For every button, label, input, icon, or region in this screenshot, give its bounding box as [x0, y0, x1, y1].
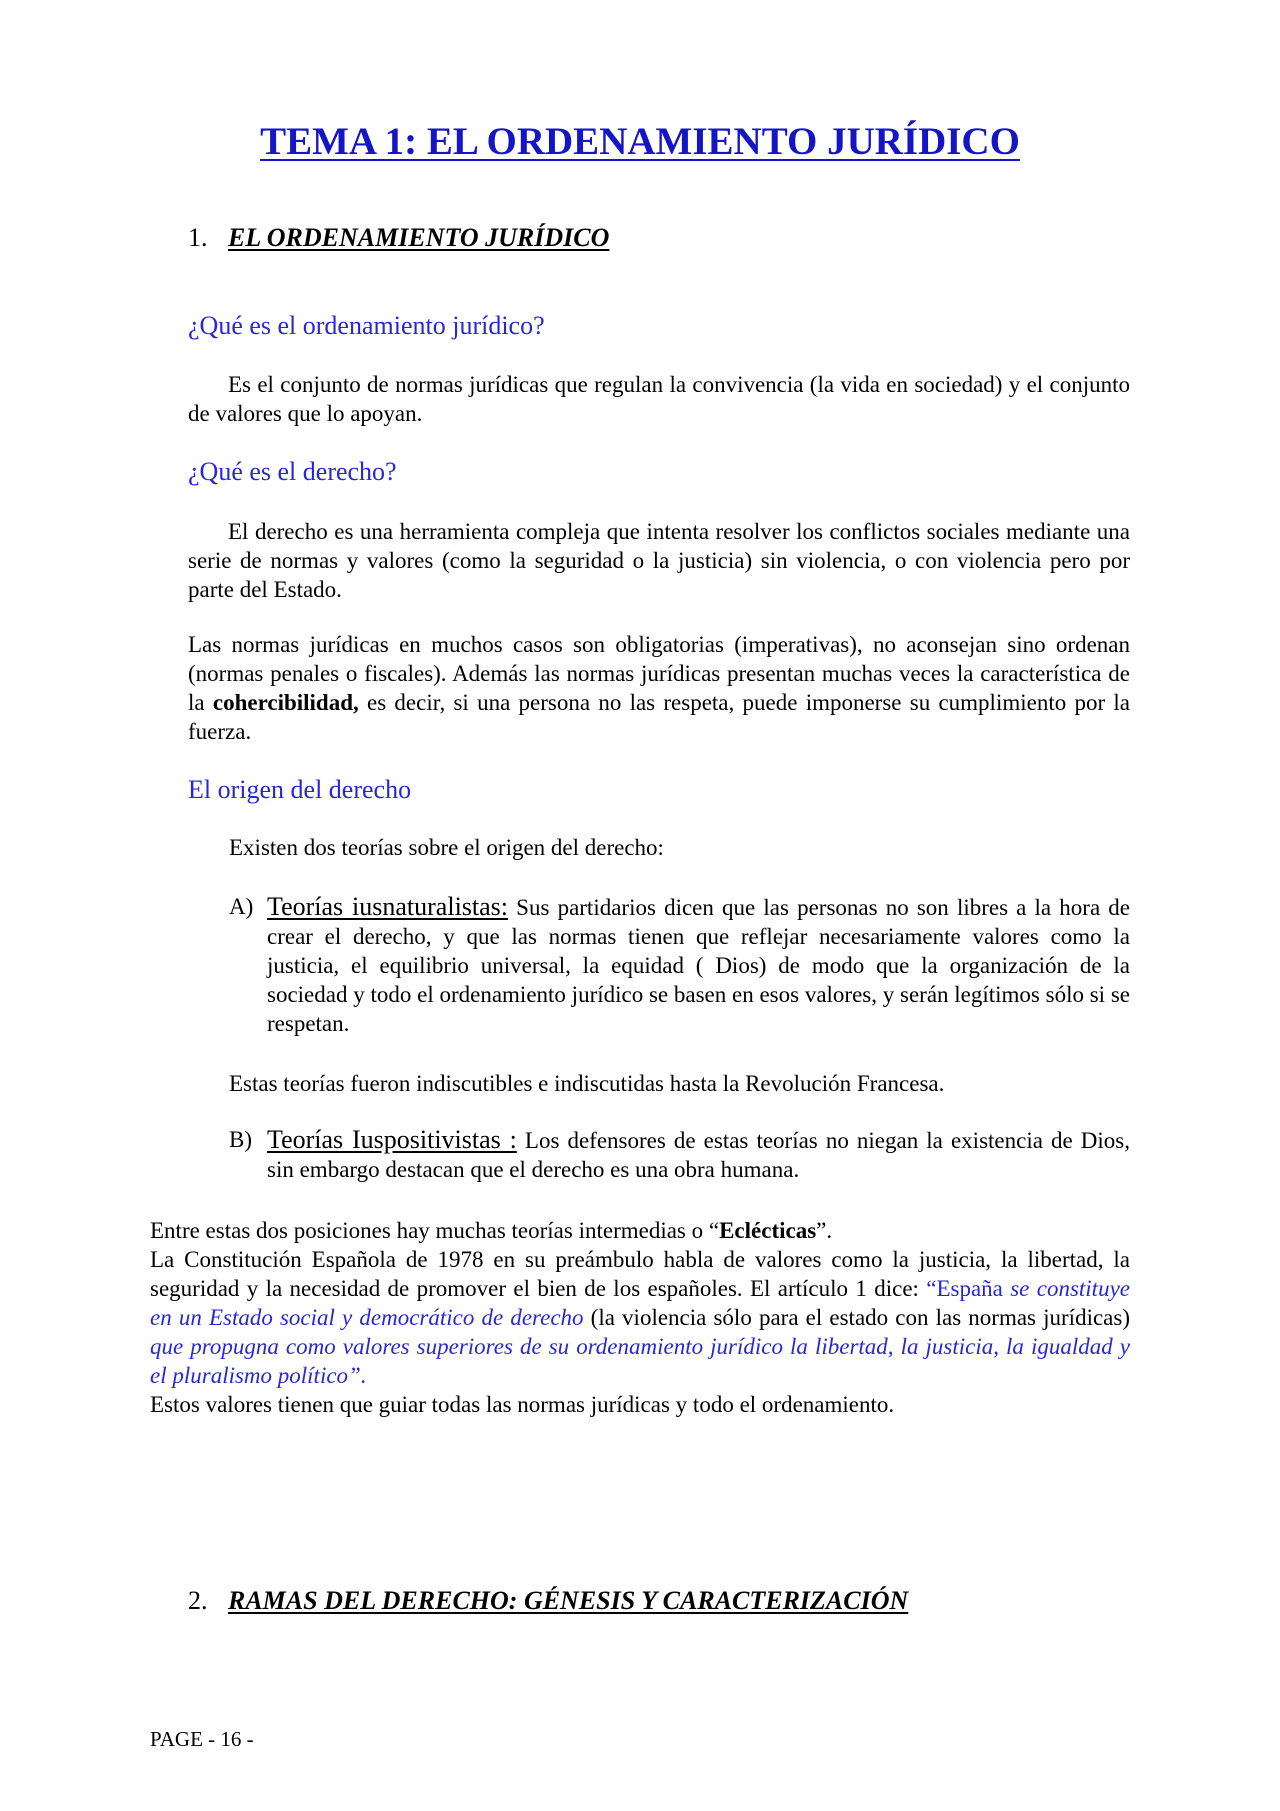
paragraph-ordenamiento: Es el conjunto de normas jurídicas que regulan la convivencia (la vida en sociedad) y el conjunto de valores que lo apoyan.: [188, 372, 1130, 426]
list-item-b-term: Teorías Iuspositivistas :: [267, 1125, 517, 1154]
quote-part-1: se constituye en un Estado social y democrático de derecho: [150, 1276, 1130, 1330]
quote-middle: (la violencia sólo para el estado con las normas jurídicas): [583, 1305, 1130, 1330]
list-item-a-letter: A): [229, 894, 254, 919]
list-item-b-text: Los defensores de estas teorías no niegan la existencia de Dios, sin embargo destacan que el derecho es una obra humana.: [267, 1128, 1130, 1182]
list-item-b-letter: B): [229, 1127, 252, 1152]
list-item-a: [229, 892, 1130, 1038]
list-item-a-text: Sus partidarios dicen que las personas no son libres a la hora de crear el derecho, y que las normas tienen que reflejar necesariamente valores como la justicia, el equilibrio universal, la equidad ( Dios) de modo que la organización de la sociedad y todo el ordenamiento jurídico se basen en esos valores, y serán legítimos sólo si se respetan.: [267, 895, 1131, 1036]
section-1-title: EL ORDENAMIENTO JURÍDICO: [228, 223, 610, 252]
normas-bold: cohercibilidad,: [212, 690, 359, 715]
quote-open: “España: [926, 1276, 1011, 1301]
page-title: TEMA 1: EL ORDENAMIENTO JURÍDICO: [260, 120, 1020, 163]
paragraph-constitucion: [150, 1216, 1130, 1419]
subheading-derecho: ¿Qué es el derecho?: [188, 457, 397, 486]
eclecticas-bold: Eclécticas: [719, 1218, 817, 1243]
list-item-b: [229, 1125, 1130, 1184]
normas-text-after: es decir, si una persona no las respeta, puede imponerse su cumplimiento por la fuerza.: [188, 690, 1130, 744]
paragraph-normas: [188, 630, 1130, 746]
eclecticas-text-before: Entre estas dos posiciones hay muchas teorías intermedias o “: [150, 1218, 720, 1243]
section-2-title: RAMAS DEL DERECHO: GÉNESIS Y CARACTERIZACIÓN: [228, 1586, 909, 1615]
constitucion-closing: Estos valores tienen que guiar todas las normas jurídicas y todo el ordenamiento.: [150, 1392, 895, 1417]
quote-part-2: que propugna como valores superiores de su ordenamiento jurídico la libertad, la justicia, la igualdad y el pluralismo político”.: [150, 1334, 1130, 1388]
constitucion-line: La Constitución Española de 1978 en su preámbulo habla de valores como la justicia, la libertad, la seguridad y la necesidad de promover el bien de los españoles. El artículo 1 dice:: [150, 1247, 1130, 1301]
section-2-heading: [188, 1585, 908, 1617]
page-footer: PAGE - 16 -: [150, 1727, 254, 1751]
section-2-number: 2.: [188, 1586, 208, 1615]
normas-text-before: Las normas jurídicas en muchos casos son obligatorias (imperativas), no aconsejan sino ordenan (normas penales o fiscales). Además las normas jurídicas presentan muchas veces la característica de la: [188, 632, 1130, 715]
paragraph-origen-note: Estas teorías fueron indiscutibles e indiscutidas hasta la Revolución Francesa.: [229, 1071, 945, 1096]
eclecticas-text-after: ”.: [816, 1218, 833, 1243]
section-1-heading: [188, 222, 609, 254]
list-item-b-body: [267, 1125, 1130, 1184]
paragraph-derecho: El derecho es una herramienta compleja que intenta resolver los conflictos sociales mediante una serie de normas y valores (como la seguridad o la justicia) sin violencia, o con violencia pero por parte del Estado.: [188, 519, 1130, 602]
subheading-ordenamiento: ¿Qué es el ordenamiento jurídico?: [188, 311, 545, 340]
subheading-origen: El origen del derecho: [188, 775, 412, 804]
section-1-number: 1.: [188, 223, 208, 252]
paragraph-origen-intro: Existen dos teorías sobre el origen del derecho:: [229, 835, 664, 860]
list-item-a-body: [267, 892, 1130, 1038]
list-item-a-term: Teorías iusnaturalistas:: [267, 892, 509, 921]
